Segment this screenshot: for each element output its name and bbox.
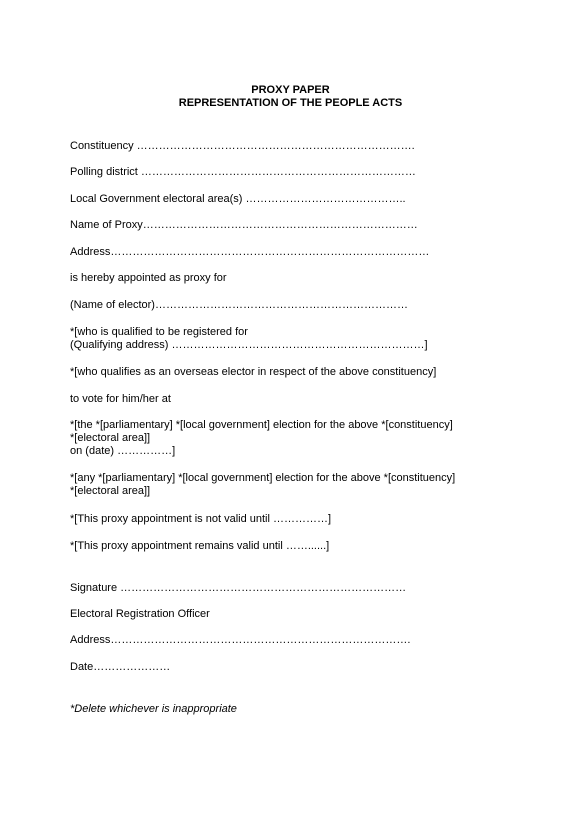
delete-inappropriate-footnote: *Delete whichever is inappropriate [70, 703, 237, 715]
date-field: Date………………… [70, 661, 171, 673]
name-of-proxy-field: Name of Proxy………………………………………………………………… [70, 219, 418, 231]
vote-for-text: to vote for him/her at [70, 393, 171, 405]
electoral-registration-officer-label: Electoral Registration Officer [70, 608, 210, 620]
not-valid-until-clause: *[This proxy appointment is not valid until ……………] [70, 513, 332, 525]
officer-address-field: Address………………………………………………………………………. [70, 634, 411, 646]
polling-district-field: Polling district ………………………………………………………………… [70, 166, 416, 178]
election-clause-b-line2: *[electoral area]] [70, 485, 151, 497]
document-subtitle: REPRESENTATION OF THE PEOPLE ACTS [178, 97, 403, 109]
document-title: PROXY PAPER [251, 84, 330, 96]
qualified-clause-line1: *[who is qualified to be registered for [70, 326, 248, 338]
appointed-as-proxy-text: is hereby appointed as proxy for [70, 272, 227, 284]
signature-field: Signature …………………………………………………………………… [70, 582, 407, 594]
name-of-elector-field: (Name of elector)…………………………………………………………… [70, 299, 408, 311]
election-clause-b-line1: *[any *[parliamentary] *[local government] election for the above *[constituency] [70, 472, 456, 484]
address-field: Address…………………………………………………………………………… [70, 246, 430, 258]
constituency-field: Constituency …………………………………………………………………. [70, 140, 415, 152]
remains-valid-until-clause: *[This proxy appointment remains valid until ……......] [70, 540, 330, 552]
local-government-area-field: Local Government electoral area(s) …………………………………….. [70, 193, 406, 205]
overseas-elector-clause: *[who qualifies as an overseas elector in respect of the above constituency] [70, 366, 437, 378]
election-date-field: on (date) ……………] [70, 445, 176, 457]
election-clause-a-line2: *[electoral area]] [70, 432, 151, 444]
election-clause-a-line1: *[the *[parliamentary] *[local government] election for the above *[constituency] [70, 419, 453, 431]
qualifying-address-field: (Qualifying address) ……………………………………………………………] [70, 339, 428, 351]
